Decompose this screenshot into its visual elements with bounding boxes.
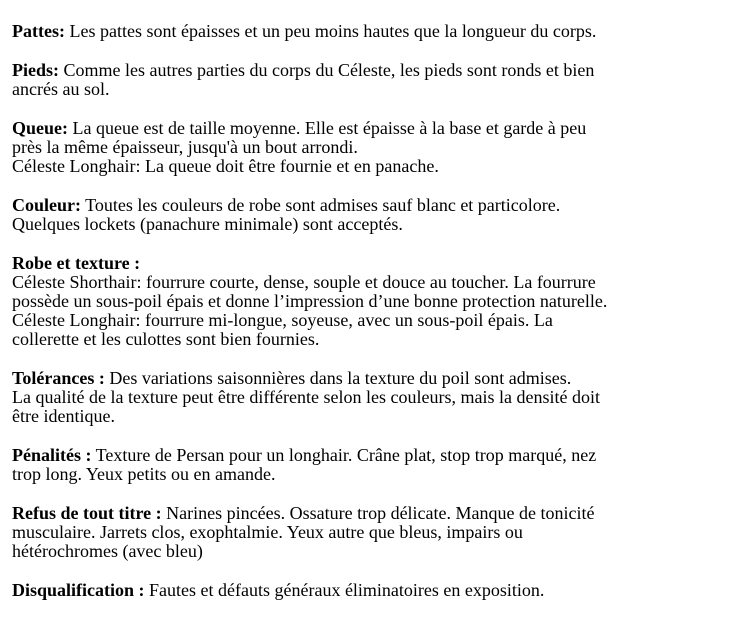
section-text: Céleste Shorthair: fourrure courte, dense, souple et douce au toucher. La fourrure	[12, 272, 596, 292]
section-text: Texture de Persan pour un longhair. Crâne plat, stop trop marqué, nez	[91, 445, 597, 465]
section-refus	[12, 504, 727, 561]
section-robe-texture	[12, 254, 727, 349]
section-text: possède un sous-poil épais et donne l’impression d’une bonne protection naturelle.	[12, 291, 608, 311]
section-label: Pénalités :	[12, 445, 92, 465]
section-pieds	[12, 61, 727, 99]
section-label: Couleur:	[12, 195, 81, 215]
section-text: musculaire. Jarrets clos, exophtalmie. Yeux autre que bleus, impairs ou	[12, 522, 523, 542]
section-label: Refus de tout titre :	[12, 503, 162, 523]
section-text: collerette et les culottes sont bien fournies.	[12, 329, 320, 349]
section-text: ancrés au sol.	[12, 79, 110, 99]
document-body	[12, 22, 727, 620]
section-penalites	[12, 446, 727, 484]
section-text: Les pattes sont épaisses et un peu moins hautes que la longueur du corps.	[64, 21, 597, 41]
section-text: Fautes et défauts généraux éliminatoires en exposition.	[144, 580, 545, 600]
section-label: Queue:	[12, 118, 68, 138]
section-text: Céleste Longhair: fourrure mi-longue, soyeuse, avec un sous-poil épais. La	[12, 310, 553, 330]
section-text: Toutes les couleurs de robe sont admises sauf blanc et particolore.	[81, 195, 561, 215]
section-text: trop long. Yeux petits ou en amande.	[12, 464, 276, 484]
section-tolerances	[12, 369, 727, 426]
section-text: près la même épaisseur, jusqu'à un bout arrondi.	[12, 137, 358, 157]
section-text: Quelques lockets (panachure minimale) sont acceptés.	[12, 214, 403, 234]
section-pattes	[12, 22, 727, 41]
section-label: Pieds:	[12, 60, 59, 80]
section-text: La qualité de la texture peut être différente selon les couleurs, mais la densité doit	[12, 387, 600, 407]
section-label: Tolérances :	[12, 368, 105, 388]
section-couleur	[12, 196, 727, 234]
section-text: Narines pincées. Ossature trop délicate. Manque de tonicité	[161, 503, 595, 523]
section-label: Pattes:	[12, 21, 65, 41]
section-text: La queue est de taille moyenne. Elle est épaisse à la base et garde à peu	[68, 118, 587, 138]
section-label: Robe et texture :	[12, 253, 141, 273]
section-text: Comme les autres parties du corps du Céleste, les pieds sont ronds et bien	[59, 60, 595, 80]
section-disqualification	[12, 581, 727, 600]
section-queue	[12, 119, 727, 176]
section-text: être identique.	[12, 406, 115, 426]
section-text: Céleste Longhair: La queue doit être fournie et en panache.	[12, 156, 439, 176]
section-text: hétérochromes (avec bleu)	[12, 541, 203, 561]
section-text: Des variations saisonnières dans la texture du poil sont admises.	[104, 368, 572, 388]
section-label: Disqualification :	[12, 580, 145, 600]
